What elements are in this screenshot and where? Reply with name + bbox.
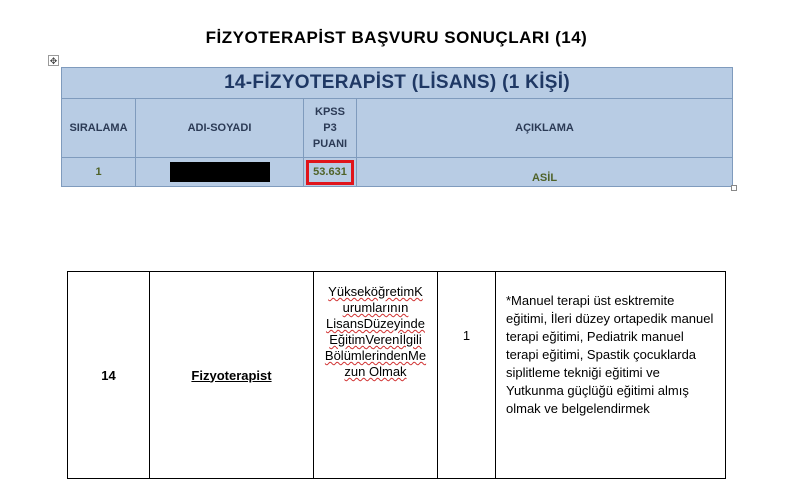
position-count: 1: [438, 272, 496, 479]
rank-cell: 1: [62, 158, 136, 187]
header-kpss: [304, 99, 357, 158]
position-requirement: [314, 272, 438, 479]
requirement-line: urumlarının: [342, 300, 409, 315]
header-kpss-line2: P3: [323, 122, 337, 134]
header-rank: SIRALAMA: [62, 99, 136, 158]
results-banner: 14-FİZYOTERAPİST (LİSANS) (1 KİŞİ): [62, 68, 733, 99]
results-table: [61, 67, 733, 187]
position-description: *Manuel terapi üst esktremite eğitimi, İleri düzey ortapedik manuel terapi eğitimi, Pediatrik manuel terapi eğitimi, Spastik çocuklarda siplitleme tekniği eğitimi ve Yutkunma güçlüğü eğitimi almış olmak ve belgelendirmek: [496, 272, 726, 479]
header-kpss-line1: KPSS: [315, 106, 345, 118]
header-kpss-line3: PUANI: [312, 138, 348, 150]
requirement-line: BölümlerindenMe: [324, 348, 427, 363]
requirement-line: LisansDüzeyinde: [325, 316, 425, 331]
table-resize-handle[interactable]: [731, 185, 737, 191]
header-note: AÇIKLAMA: [357, 99, 733, 158]
requirement-line: YükseköğretimK: [328, 284, 423, 299]
position-title: Fizyoterapist: [150, 272, 314, 479]
requirement-line: zun Olmak: [344, 364, 407, 379]
name-cell: [136, 158, 304, 187]
table-row: [62, 158, 733, 187]
requirement-line: EğitimVerenİlgili: [329, 332, 422, 347]
position-table: [67, 271, 726, 479]
score-cell: [304, 158, 357, 187]
header-name: ADI-SOYADI: [136, 99, 304, 158]
status-cell: ASİL: [357, 158, 733, 187]
name-redaction: [170, 162, 270, 182]
score-highlight: 53.631: [306, 160, 354, 185]
page-title: FİZYOTERAPİST BAŞVURU SONUÇLARI (14): [205, 28, 588, 47]
position-number: 14: [68, 272, 150, 479]
table-move-handle-icon[interactable]: ✥: [49, 56, 58, 66]
